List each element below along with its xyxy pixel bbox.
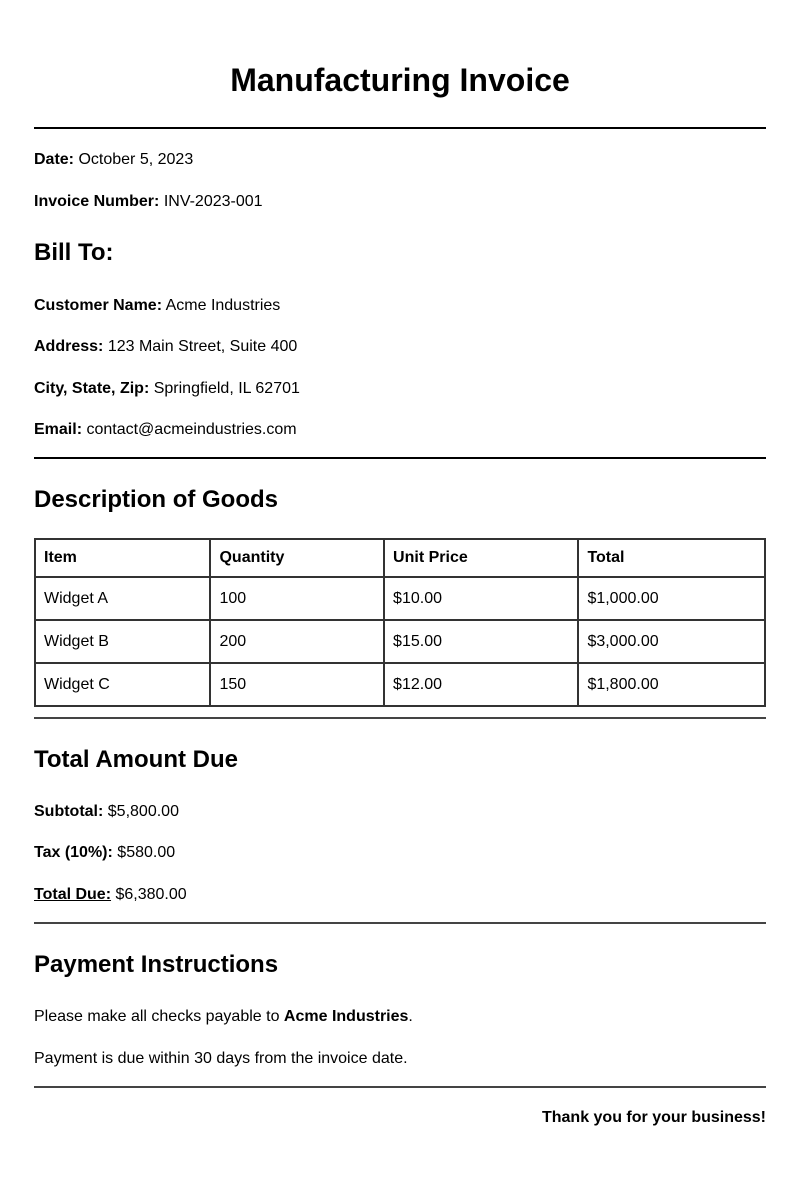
quantity-cell: 150 (210, 663, 384, 706)
address-value: 123 Main Street, Suite 400 (107, 338, 298, 355)
divider (34, 717, 766, 719)
invoice-number-value: INV-2023-001 (163, 193, 263, 210)
unit-price-cell: $15.00 (384, 620, 578, 663)
total-amount-heading: Total Amount Due (34, 746, 238, 773)
city-state-zip-value: Springfield, IL 62701 (153, 380, 300, 397)
table-header-row (35, 539, 765, 577)
total-due-label: Total Due: (34, 886, 112, 903)
total-due-value: $6,380.00 (115, 886, 187, 903)
subtotal-label: Subtotal: (34, 803, 104, 820)
quantity-cell: 200 (210, 620, 384, 663)
divider (34, 457, 766, 459)
email-label: Email: (34, 421, 83, 438)
customer-name-value: Acme Industries (165, 297, 281, 314)
payee-name: Acme Industries (283, 1008, 409, 1025)
column-header-unit-price: Unit Price (384, 539, 578, 577)
payment-due-text: Payment is due within 30 days from the invoice date. (34, 1050, 408, 1067)
payment-instructions-heading: Payment Instructions (34, 951, 279, 978)
bill-to-heading: Bill To: (34, 239, 114, 266)
invoice-number-label: Invoice Number: (34, 193, 160, 210)
tax-field (34, 843, 766, 862)
invoice-number-field (34, 192, 766, 211)
item-cell: Widget C (35, 663, 210, 706)
table-row (35, 620, 765, 663)
city-state-zip-field (34, 379, 766, 398)
total-cell: $1,800.00 (578, 663, 765, 706)
unit-price-cell: $12.00 (384, 663, 578, 706)
email-field (34, 420, 766, 439)
total-due-field (34, 885, 766, 904)
payment-payee-prefix: Please make all checks payable to (34, 1008, 284, 1025)
goods-table (34, 538, 766, 707)
customer-name-label: Customer Name: (34, 297, 163, 314)
city-state-zip-label: City, State, Zip: (34, 380, 150, 397)
divider (34, 1086, 766, 1088)
address-field (34, 337, 766, 356)
thank-you-message: Thank you for your business! (541, 1109, 766, 1126)
item-cell: Widget B (35, 620, 210, 663)
page-title: Manufacturing Invoice (230, 62, 570, 98)
divider (34, 127, 766, 129)
payment-payee-suffix: . (408, 1008, 413, 1025)
total-cell: $3,000.00 (578, 620, 765, 663)
quantity-cell: 100 (210, 577, 384, 620)
divider (34, 922, 766, 924)
table-row (35, 577, 765, 620)
address-label: Address: (34, 338, 104, 355)
unit-price-cell: $10.00 (384, 577, 578, 620)
subtotal-value: $5,800.00 (107, 803, 179, 820)
column-header-quantity: Quantity (210, 539, 384, 577)
table-row (35, 663, 765, 706)
column-header-total: Total (578, 539, 765, 577)
payment-payee-text (34, 1007, 766, 1026)
date-label: Date: (34, 151, 75, 168)
date-field (34, 150, 766, 169)
goods-heading: Description of Goods (34, 486, 279, 513)
item-cell: Widget A (35, 577, 210, 620)
total-cell: $1,000.00 (578, 577, 765, 620)
tax-label: Tax (10%): (34, 844, 113, 861)
column-header-item: Item (35, 539, 210, 577)
subtotal-field (34, 802, 766, 821)
customer-name-field (34, 296, 766, 315)
email-value: contact@acmeindustries.com (86, 421, 297, 438)
tax-value: $580.00 (117, 844, 176, 861)
date-value: October 5, 2023 (78, 151, 194, 168)
